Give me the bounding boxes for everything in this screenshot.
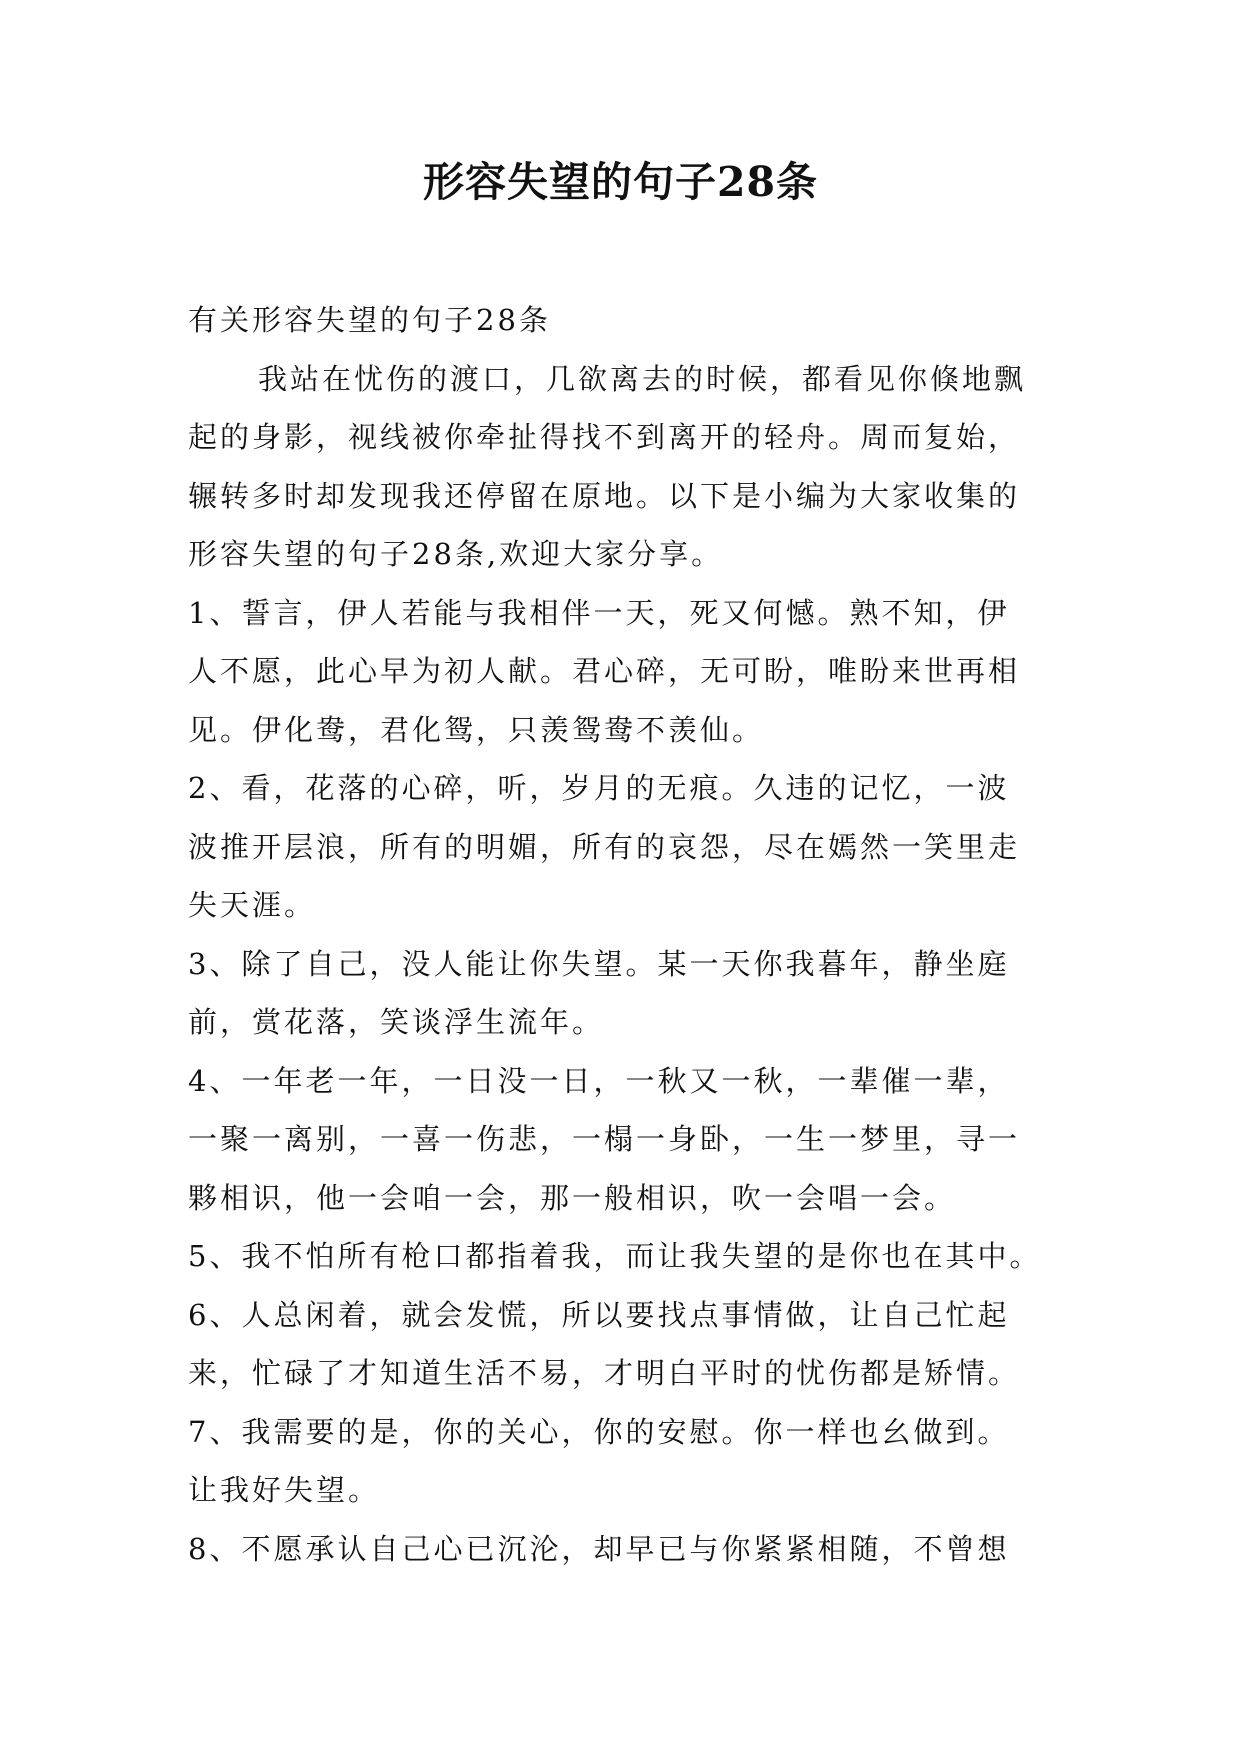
subtitle-line: 有关形容失望的句子28条	[188, 303, 551, 337]
body-line: 来，忙碌了才知道生活不易，才明白平时的忧伤都是矫情。	[188, 1356, 1021, 1390]
body-line: 辗转多时却发现我还停留在原地。以下是小编为大家收集的	[188, 478, 1021, 513]
document-body	[188, 291, 1068, 1578]
body-line: 见。伊化鸯，君化鸳，只羡鸳鸯不羡仙。	[188, 712, 765, 747]
body-line: 起的身影，视线被你牵扯得找不到离开的轻舟。周而复始，	[188, 420, 1021, 454]
body-line: 失天涯。	[188, 888, 317, 922]
body-line: 前，赏花落，笑谈浮生流年。	[188, 1005, 605, 1039]
body-line: 1、誓言，伊人若能与我相伴一天，死又何憾。熟不知，伊	[188, 595, 1010, 630]
document-title: 形容失望的句子28条	[422, 158, 819, 206]
body-line: 7、我需要的是，你的关心，你的安慰。你一样也幺做到。	[188, 1414, 1010, 1449]
body-line: 3、除了自己，没人能让你失望。某一天你我暮年，静坐庭	[188, 946, 1010, 981]
body-line: 6、人总闲着，就会发慌，所以要找点事情做，让自己忙起	[188, 1297, 1010, 1332]
body-line: 5、我不怕所有枪口都指着我，而让我失望的是你也在其中。	[188, 1239, 1042, 1273]
body-line: 2、看，花落的心碎，听，岁月的无痕。久违的记忆，一波	[188, 771, 1010, 805]
body-line: 让我好失望。	[188, 1473, 381, 1507]
body-line: 夥相识，他一会咱一会，那一般相识，吹一会唱一会。	[188, 1180, 957, 1215]
body-line: 波推开层浪，所有的明媚，所有的哀怨，尽在嫣然一笑里走	[188, 829, 1021, 864]
body-line: 8、不愿承认自己心已沉沦，却早已与你紧紧相随，不曾想	[188, 1531, 1010, 1566]
body-line: 形容失望的句子28条,欢迎大家分享。	[188, 537, 724, 571]
body-line: 4、一年老一年，一日没一日，一秋又一秋，一辈催一辈，	[188, 1063, 1010, 1098]
body-line: 人不愿，此心早为初人献。君心碎，无可盼，唯盼来世再相	[188, 654, 1021, 688]
body-line: 我站在忧伤的渡口，几欲离去的时候，都看见你倏地飘	[258, 361, 1027, 396]
body-line: 一聚一离别，一喜一伤悲，一榻一身卧，一生一梦里，寻一	[188, 1122, 1021, 1156]
